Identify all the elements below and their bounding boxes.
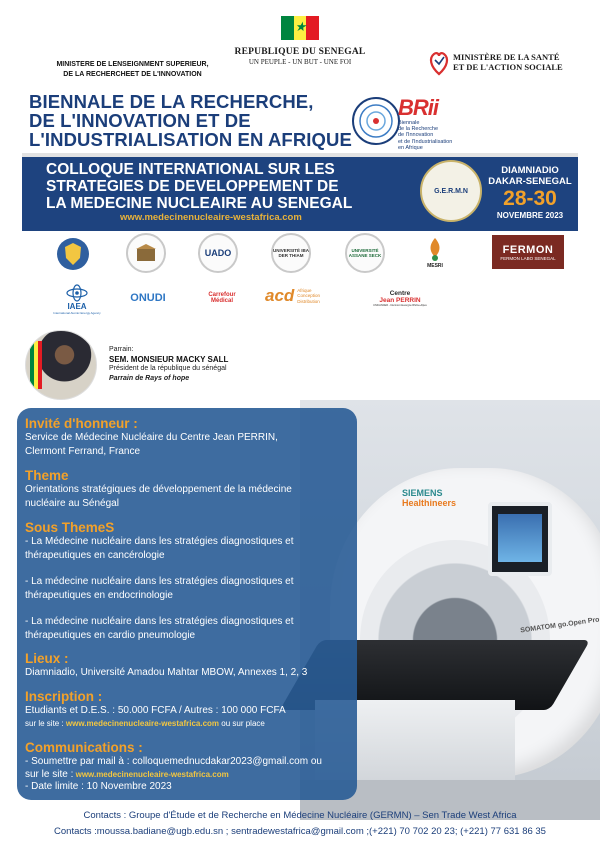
partner-logo-1 — [55, 236, 91, 272]
republic-motto: UN PEUPLE - UN BUT - UNE FOI — [248, 58, 352, 66]
partner-logo-onudi: ONUDI — [130, 292, 166, 304]
sous-themes-section: Sous ThemeS - La Médecine nucléaire dans les stratégies diagnostiques et thérapeutiques en cancérologie - La médecine nucléaire dans les stratégies diagnostiques et thérapeutiques en endocrinologie - La médecine nucléaire dans les stratégies diagnostiques et thérapeutiques en cardio pneumologie — [25, 520, 294, 641]
partner-logo-jean-perrin: Centre Jean PERRIN UNICANCER - Clermont Auvergne Rhône-Alpes — [373, 289, 427, 307]
partner-logo-uasz: UNIVERSITÉ ASSANE SECK — [345, 233, 385, 273]
partner-logo-iaea: IAEA International Atomic Energy Agency — [52, 282, 102, 316]
parrain-block: Parrain: SEM. MONSIEUR MACKY SALL Président de la république du sénégal Parrain de Rays of hope — [109, 346, 229, 382]
lieux-section: Lieux : Diamniadio, Université Amadou Mahtar MBOW, Annexes 1, 2, 3 — [25, 651, 308, 678]
ministry-higher-education: MINISTERE DE LENSEIGNMENT SUPERIEUR, DE LA RECHERCHEET DE L'INNOVATION — [56, 61, 209, 78]
germn-logo: G.E.R.M.N — [420, 160, 482, 222]
partner-logo-carrefour: Carrefour Médical — [208, 292, 236, 304]
scanner-control-screen — [488, 502, 552, 576]
contacts-footer: Contacts : Groupe d'Étude et de Recherche en Médecine Nucléaire (GERMN) – Sen Trade West Africa Contacts :moussa.badiane@ugb.edu.sn ; sentradewestafrica@gmail.com ;(+221) 70 702 20 23; (+221) 77 631 86 35 — [54, 810, 546, 837]
invite-section: Invité d'honneur : Service de Médecine Nucléaire du Centre Jean PERRIN, Clermont Ferrand, France — [25, 416, 278, 457]
shield-emblem-icon — [55, 236, 91, 272]
event-website-link[interactable]: www.medecinenucleaire-westafrica.com — [120, 212, 302, 223]
flame-icon — [425, 237, 445, 263]
republic-title: REPUBLIQUE DU SENEGAL — [234, 47, 366, 57]
colloque-title: COLLOQUE INTERNATIONAL SUR LES STRATEGIES DE DEVELOPPEMENT DE LA MEDECINE NUCLEAIRE AU SENEGAL — [46, 161, 353, 212]
inscription-section: Inscription : Etudiants et D.E.S. : 50.000 FCFA / Autres : 100 000 FCFA sur le site : www.medecinenucleaire-westafrica.com ou sur place — [25, 689, 286, 728]
partner-logo-mesri: MESRI — [418, 233, 452, 273]
partner-logo-building — [126, 233, 166, 273]
partner-logo-acd: acd Afrique Conception Distribution — [265, 286, 321, 305]
flag-star-icon: ★ — [294, 19, 307, 34]
theme-section: Theme Orientations stratégiques de développement de la médecine nucléaire au Sénégal — [25, 468, 292, 509]
partner-logo-fermon: FERMON FERMON LABO SENEGAL — [492, 235, 564, 269]
partner-logo-uidt: UNIVERSITÉ IBA DER THIAM — [271, 233, 311, 273]
siemens-healthineers-logo: SIEMENS Healthineers — [402, 488, 457, 508]
atom-icon — [66, 284, 88, 302]
senegal-flag — [281, 16, 319, 40]
partner-logo-uado: UADO — [198, 233, 238, 273]
parrain-portrait — [25, 330, 97, 400]
communications-site-link[interactable]: www.medecinenucleaire-westafrica.com — [75, 769, 229, 779]
health-ministry-icon — [428, 48, 450, 76]
somatom-label: SOMATOM go.Open Pro — [519, 616, 600, 635]
communications-section: Communications : - Soumettre par mail à : colloquemednucdakar2023@gmail.com ou sur le site : www.medecinenucleaire-westafrica.com - Date limite : 10 Novembre 2023 — [25, 740, 322, 792]
inscription-site-link[interactable]: www.medecinenucleaire-westafrica.com — [65, 718, 220, 728]
brii-logo-text: BRii Biennale de la Recherche de l'Innovation et de l'Industrialisation en Afrique — [398, 95, 453, 151]
biennale-title: BIENNALE DE LA RECHERCHE, DE L'INNOVATION ET DE L'INDUSTRIALISATION EN AFRIQUE — [29, 91, 352, 150]
building-icon — [135, 243, 157, 263]
ministry-health: MINISTÈRE DE LA SANTÉ ET DE L'ACTION SOCIALE — [428, 48, 588, 76]
event-date: DIAMNIADIO DAKAR-SENEGAL 28-30 NOVEMBRE 2023 — [488, 165, 572, 220]
